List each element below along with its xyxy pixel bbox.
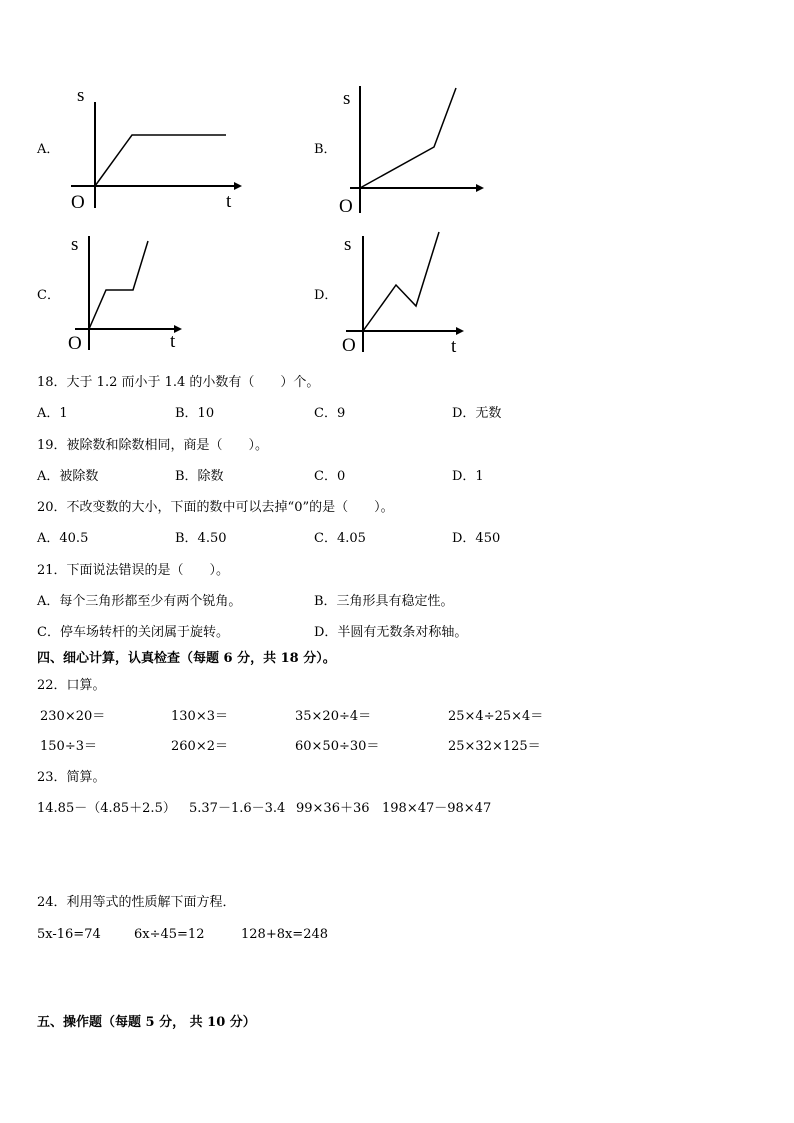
q20-option-b: B．4.50 bbox=[175, 531, 227, 546]
q19-option-c: C．0 bbox=[314, 469, 346, 484]
x-axis-label: t bbox=[451, 336, 457, 357]
x-axis-arrow bbox=[234, 182, 242, 190]
q23-item: 5.37－1.6－3.4 bbox=[189, 801, 286, 816]
graph-c bbox=[66, 228, 196, 354]
option-label-a: A． bbox=[37, 142, 60, 157]
q21-option-a: A．每个三角形都至少有两个锐角。 bbox=[37, 594, 242, 609]
y-axis-label: s bbox=[343, 88, 351, 109]
q22-item: 150÷3＝ bbox=[40, 739, 97, 754]
q19-option-d: D．1 bbox=[452, 469, 484, 484]
x-axis-label: t bbox=[170, 331, 176, 352]
q20-option-c: C．4.05 bbox=[314, 531, 366, 546]
q18-option-c: C．9 bbox=[314, 406, 346, 421]
origin-label: O bbox=[342, 335, 356, 356]
x-axis-label: t bbox=[226, 191, 232, 212]
q19-option-b: B．除数 bbox=[175, 469, 224, 484]
origin-label: O bbox=[71, 192, 85, 213]
question-19-stem: 19．被除数和除数相同，商是（ ）。 bbox=[37, 438, 269, 453]
option-label-b: B． bbox=[314, 142, 337, 157]
q23-item: 99×36＋36 bbox=[296, 801, 370, 816]
option-label-c: C． bbox=[37, 288, 60, 303]
q24-item: 6x÷45=12 bbox=[134, 927, 205, 942]
q24-item: 5x-16=74 bbox=[37, 927, 101, 942]
graph-d bbox=[336, 228, 476, 356]
option-label-d: D． bbox=[314, 288, 338, 303]
origin-label: O bbox=[68, 333, 82, 354]
y-axis-label: s bbox=[344, 234, 352, 255]
q22-item: 230×20＝ bbox=[40, 709, 106, 724]
q20-option-d: D．450 bbox=[452, 531, 501, 546]
q18-option-a: A．1 bbox=[37, 406, 68, 421]
question-23-stem: 23．简算。 bbox=[37, 770, 106, 785]
q18-option-b: B．10 bbox=[175, 406, 215, 421]
q22-item: 260×2＝ bbox=[171, 739, 228, 754]
question-21-stem: 21．下面说法错误的是（ ）。 bbox=[37, 563, 230, 578]
q22-item: 25×4÷25×4＝ bbox=[448, 709, 544, 724]
q19-option-a: A．被除数 bbox=[37, 469, 99, 484]
x-axis-arrow bbox=[476, 184, 484, 192]
origin-label: O bbox=[339, 196, 353, 217]
q23-item: 198×47－98×47 bbox=[382, 801, 492, 816]
q21-option-d: D．半圆有无数条对称轴。 bbox=[314, 625, 468, 640]
graph-d-curve bbox=[363, 232, 439, 331]
question-24-stem: 24．利用等式的性质解下面方程． bbox=[37, 895, 236, 910]
q22-item: 35×20÷4＝ bbox=[295, 709, 372, 724]
q21-option-b: B．三角形具有稳定性。 bbox=[314, 594, 454, 609]
graph-a bbox=[66, 82, 246, 212]
y-axis-label: s bbox=[71, 234, 79, 255]
q18-option-d: D．无数 bbox=[452, 406, 502, 421]
q22-item: 60×50÷30＝ bbox=[295, 739, 380, 754]
x-axis-arrow bbox=[456, 327, 464, 335]
q23-item: 14.85－（4.85＋2.5） bbox=[37, 801, 176, 816]
q21-option-c: C．停车场转杆的关闭属于旋转。 bbox=[37, 625, 229, 640]
q22-item: 130×3＝ bbox=[171, 709, 228, 724]
section-4-title: 四、细心计算，认真检查（每题 6 分，共 18 分）。 bbox=[37, 651, 336, 666]
graph-b-curve bbox=[360, 88, 456, 188]
q22-item: 25×32×125＝ bbox=[448, 739, 541, 754]
graph-a-curve bbox=[95, 135, 226, 186]
q24-item: 128+8x=248 bbox=[241, 927, 329, 942]
y-axis-label: s bbox=[77, 85, 85, 106]
graph-c-curve bbox=[89, 241, 148, 329]
question-18-stem: 18．大于 1.2 而小于 1.4 的小数有（ ）个。 bbox=[37, 375, 320, 390]
question-22-stem: 22．口算。 bbox=[37, 678, 106, 693]
section-5-title: 五、操作题（每题 5 分， 共 10 分） bbox=[37, 1015, 256, 1030]
question-20-stem: 20．不改变数的大小，下面的数中可以去掉“0”的是（ ）。 bbox=[37, 500, 394, 515]
q20-option-a: A．40.5 bbox=[37, 531, 89, 546]
graph-b bbox=[336, 82, 496, 217]
